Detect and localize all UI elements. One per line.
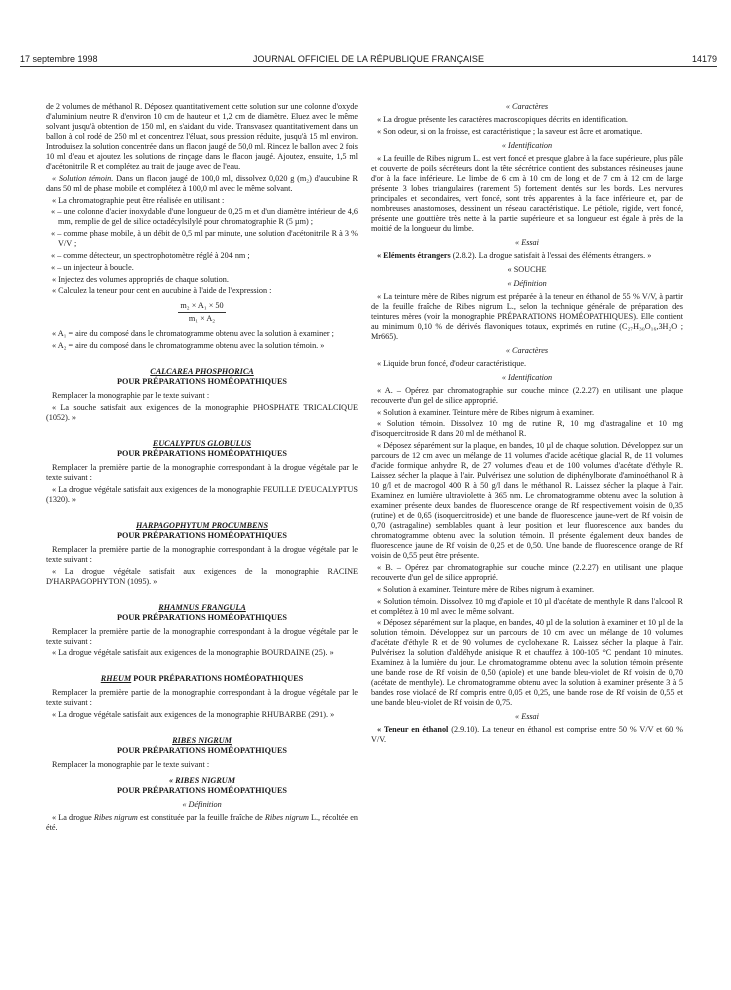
paragraph: Remplacer la première partie de la monographie correspondant à la drogue végétale par le texte suivant : (46, 688, 358, 708)
paragraph: « A₁ = aire du composé dans le chromatogramme obtenu avec la solution à examiner ; (52, 329, 334, 339)
formula (46, 300, 358, 325)
paragraph: « A₂ = aire du composé dans le chromatogramme obtenu avec la solution témoin. » (52, 341, 325, 351)
paragraph: « La souche satisfait aux exigences de la monographie PHOSPHATE TRICALCIQUE (1052). » (46, 402, 358, 422)
paragraph: Remplacer la première partie de la monographie correspondant à la drogue végétale par le texte suivant : (46, 626, 358, 646)
paragraph: Remplacer la première partie de la monographie correspondant à la drogue végétale par le texte suivant : (46, 462, 358, 482)
paragraph: « Injectez des volumes appropriés de chaque solution. (52, 274, 229, 284)
heading-caracteres: « Caractères (505, 102, 549, 111)
heading-definition: « Définition (507, 278, 547, 288)
heading-definition: « Définition (182, 800, 222, 810)
heading-caracteres: « Caractères (505, 345, 549, 355)
header-rule (20, 66, 717, 67)
paragraph: « La teinture mère de Ribes nigrum est préparée à la teneur en éthanol de 55 % V/V, à partir de la feuille fraîche de Ribes nigrum L., selon la technique générale de préparation des teintures mères (voir la monographie PRÉPARATIONS HOMÉOPATHIQUES). Elle contient au minimum 0,10 % de dérivés flavoniques totaux, exprimés en rutine (C₂₇H₃₀O₁₆,3H₂O ; Mr665). (371, 291, 683, 341)
section-title-rhamnus: RHAMNUS FRANGULA POUR PRÉPARATIONS HOMÉOPATHIQUES (117, 602, 287, 622)
header-page-number: 14179 (691, 54, 717, 64)
paragraph: « Solution à examiner. Teinture mère de Ribes nigrum à examiner. (377, 407, 595, 417)
paragraph: « Solution témoin. Dans un flacon jaugé de 100,0 ml, dissolvez 0,020 g (m₂) d'aucubine R dans 50 ml de phase mobile et complétez à 100,0 ml avec le même solvant. (46, 173, 359, 193)
left-column (46, 102, 358, 835)
paragraph: « Déposez séparément sur la plaque, en bandes, 10 µl de chaque solution. Développez sur un parcours de 12 cm avec un mélange de 11 volumes d'acide acétique glacial R, de 11 volumes d'acide formique anhydre R, de 27 volumes d'eau et de 100 volumes d'acétate d'éthyle R. Laissez sécher la plaque à l'air. Pulvérisez une solution de diphénylborate d'aminoéthanol R à 10 g/l et de macrogol 400 R à 50 g/l dans le méthanol R. Laissez sécher la plaque à l'air. Examinez en lumière ultraviolette à 365 nm. Le chromatogramme obtenu avec la solution à examiner présente deux bandes de fluorescence orange de Rf respectivement voisin de 0,35 (rutine) et de 0,65 (isoquercitroside) et une bande de fluorescence jaune-vert de Rf voisin de 0,70 (astragaline) semblables quant à leur position et leur fluorescence aux bandes du chromatogramme obtenu avec la solution témoin. Il présente également deux bandes de fluorescence jaune de Rf voisin de 0,25 et de 0,50. Une bande de fluorescence orange de Rf voisin de 0,55 peut être présente. (371, 441, 683, 561)
paragraph: « Solution à examiner. Teinture mère de Ribes nigrum à examiner. (377, 584, 595, 594)
paragraph: « Solution témoin. Dissolvez 10 mg d'apiole et 10 µl d'acétate de menthyle R dans l'alcool R et complétez à 10 ml avec le même solvant. (371, 596, 683, 616)
header-date: 17 septembre 1998 (20, 54, 98, 64)
paragraph: « La drogue végétale satisfait aux exigences de la monographie RHUBARBE (291). » (52, 710, 335, 720)
paragraph: Remplacer la monographie par le texte suivant : (52, 391, 210, 401)
paragraph: « La chromatographie peut être réalisée en utilisant : (52, 195, 225, 205)
right-column (371, 102, 683, 747)
list-item: « – comme phase mobile, à un débit de 0,5 ml par minute, une solution d'acétonitrile R à 3 % V/V ; (51, 229, 358, 249)
heading-essai: « Essai (515, 712, 539, 722)
paragraph: « A. – Opérez par chromatographie sur couche mince (2.2.27) en utilisant une plaque recouverte d'un gel de silice approprié. (371, 385, 683, 405)
formula-numerator: m₂ × A₁ × 50 (178, 300, 225, 313)
subsection-title-ribes: « RIBES NIGRUM POUR PRÉPARATIONS HOMÉOPATHIQUES (117, 776, 287, 796)
paragraph: de 2 volumes de méthanol R. Déposez quantitativement cette solution sur une colonne d'oxyde d'aluminium neutre R d'environ 10 cm de hauteur et 1,2 cm de diamètre. Eluez avec le même solvant jusqu'à obtention de 150 ml, en s'aidant du vide. Transvasez quantitativement dans un ballon à col rodé de 250 ml et concentrez l'éluat, sous pression réduite, jusqu'à 15 ml environ. Introduisez la solution concentrée dans un flacon jaugé de 50,0 ml. Rincez le ballon avec 2 fois 10 ml d'eau et ajoutez les solutions de rinçage dans le flacon jaugé. Ajoutez, ensuite, 1,5 ml d'acétonitrile R et complétez au trait de jauge avec de l'eau. (46, 102, 358, 171)
heading-identification: « Identification (501, 140, 553, 150)
paragraph: Remplacer la monographie par le texte suivant : (52, 760, 210, 770)
section-title-rheum: RHEUM POUR PRÉPARATIONS HOMÉOPATHIQUES (100, 674, 304, 684)
paragraph: « Solution témoin. Dissolvez 10 mg de rutine R, 10 mg d'astragaline et 10 mg d'isoquercitroside R dans 20 ml de méthanol R. (371, 419, 683, 439)
section-title-harpagophytum: HARPAGOPHYTUM PROCUMBENS POUR PRÉPARATIONS HOMÉOPATHIQUES (117, 520, 287, 540)
paragraph: « B. – Opérez par chromatographie sur couche mince (2.2.27) en utilisant une plaque recouverte d'un gel de silice approprié. (371, 562, 683, 582)
paragraph: Remplacer la première partie de la monographie correspondant à la drogue végétale par le texte suivant : (46, 544, 358, 564)
paragraph: « Teneur en éthanol (2.9.10). La teneur en éthanol est comprise entre 50 % V/V et 60 % V/V. (371, 725, 683, 745)
paragraph: « Liquide brun foncé, d'odeur caractéristique. (377, 358, 527, 368)
header-journal-title: JOURNAL OFFICIEL DE LA RÉPUBLIQUE FRANÇAISE (252, 54, 485, 64)
paragraph: « Eléments étrangers (2.8.2). La drogue satisfait à l'essai des éléments étrangers. » (377, 250, 652, 260)
heading-identification: « Identification (501, 372, 553, 382)
paragraph: « Déposez séparément sur la plaque, en bandes, 40 µl de la solution à examiner et 10 µl de la solution témoin. Développez sur un parcours de 10 cm avec un mélange de 10 volumes d'acétate d'éthyle R et de 90 volumes de cyclohexane R. Laissez sécher la plaque à l'air. Pulvérisez la solution d'aldéhyde anisique R et chauffez à 100-105 °C pendant 10 minutes. Examinez à la lumière du jour. Le chromatogramme obtenu avec la solution témoin présente une bande rose de Rf voisin de 0,50 (apiole) et une bande bleu-violet de Rf voisin de 0,70 (acétate de menthyle). Le chromatogramme obtenu avec la solution à examiner présente 3 à 5 bandes rose violacé de Rf compris entre 0,05 et 0,25, une bande rose de Rf voisin de 0,55 et une bande bleu-violet de Rf voisin de 0,75. (371, 618, 683, 708)
list-item: « – une colonne d'acier inoxydable d'une longueur de 0,25 m et d'un diamètre intérieur de 4,6 mm, remplie de gel de silice octadécylsilylé pour chromatographie R (5 µm) ; (51, 207, 358, 227)
heading-souche: « SOUCHE (507, 264, 547, 274)
paragraph: « Calculez la teneur pour cent en aucubine à l'aide de l'expression : (52, 286, 272, 296)
section-title-ribes: RIBES NIGRUM POUR PRÉPARATIONS HOMÉOPATHIQUES (117, 736, 287, 756)
paragraph: « La drogue Ribes nigrum est constituée par la feuille fraîche de Ribes nigrum L., récoltée en été. (46, 813, 358, 833)
paragraph: « Son odeur, si on la froisse, est caractéristique ; la saveur est âcre et aromatique. (377, 126, 643, 136)
paragraph: « La feuille de Ribes nigrum L. est vert foncé et presque glabre à la face supérieure, plus pâle et couverte de poils sécréteurs dont la tête sécrétrice contient des substances résineuses jaune d'or à la face inférieure. Le limbe de 6 cm à 10 cm de long et de 7 cm à 12 cm de large présente 3 lobes triangulaires (rarement 5) fortement dentés sur les bords. Les nervures principales et secondaires, vert foncé, sont très apparentes à la face inférieure et, par de nombreuses anastomoses, dessinent un réseau caractéristique. Le pétiole, rigide, vert foncé, présente une gouttière très nette à la partie supérieure et sa longueur est égale à près de la moitié de la longueur du limbe. (371, 153, 683, 233)
section-title-calcarea: CALCAREA PHOSPHORICA POUR PRÉPARATIONS HOMÉOPATHIQUES (117, 367, 287, 387)
list-item: « – un injecteur à boucle. (51, 262, 134, 272)
heading-essai: « Essai (515, 237, 539, 247)
paragraph: « La drogue végétale satisfait aux exigences de la monographie BOURDAINE (25). » (52, 648, 334, 658)
paragraph: « La drogue végétale satisfait aux exigences de la monographie FEUILLE D'EUCALYPTUS (1320). » (46, 484, 358, 504)
paragraph: « La drogue présente les caractères macroscopiques décrits en identification. (377, 115, 628, 124)
paragraph: « La drogue végétale satisfait aux exigences de la monographie RACINE D'HARPAGOPHYTON (1095). » (46, 566, 358, 586)
section-title-eucalyptus: EUCALYPTUS GLOBULUS POUR PRÉPARATIONS HOMÉOPATHIQUES (117, 438, 287, 458)
list-item: « – comme détecteur, un spectrophotomètre réglé à 204 nm ; (51, 250, 250, 260)
formula-denominator: m₁ × A₂ (188, 314, 216, 324)
